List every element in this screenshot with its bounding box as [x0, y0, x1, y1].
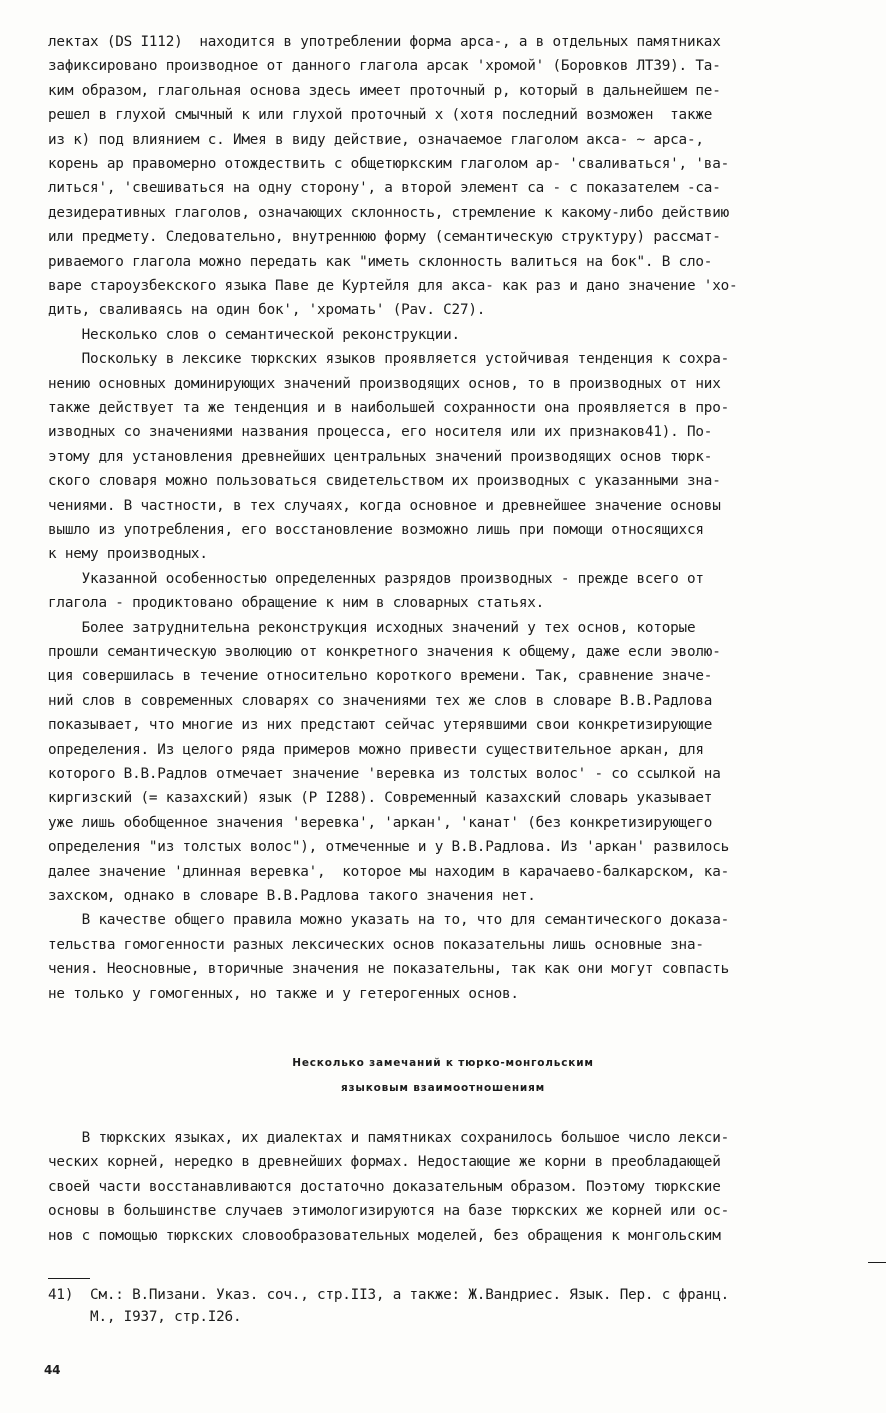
text-line: не только у гомогенных, но также и у гетерогенных основ.	[48, 985, 519, 1002]
text-line: определения. Из целого ряда примеров можно привести существительное аркан, для	[48, 741, 704, 758]
text-line: изводных со значениями названия процесса, его носителя или их признаков41). По-	[48, 424, 713, 441]
text-line: из к) под влиянием с. Имея в виду действие, означаемое глаголом акса- ~ арса-,	[48, 131, 704, 148]
text-line: или предмету. Следовательно, внутреннюю форму (семантическую структуру) рассмат-	[48, 229, 721, 246]
text-line: чения. Неосновные, вторичные значения не показательны, так как они могут совпасть	[48, 961, 730, 978]
footnote-line: 41) См.: В.Пизани. Указ. соч., стр.II3, а также: Ж.Вандриес. Язык. Пер. с франц.	[48, 1287, 730, 1303]
text-line: прошли семантическую эволюцию от конкретного значения к общему, даже если эволю-	[48, 644, 721, 660]
text-line: этому для установления древнейших центральных значений производящих основ тюрк-	[48, 448, 713, 465]
text-line: корень ар правомерно отождествить с общетюркским глаголом ар- 'сваливаться', 'ва-	[48, 156, 730, 172]
text-line: ческих корней, нередко в древнейших формах. Недостающие же корни в преобладающей	[48, 1154, 721, 1171]
text-line: своей части восстанавливаются достаточно доказательным образом. Поэтому тюркские	[48, 1178, 721, 1195]
text-line: захском, однако в словаре В.В.Радлова такого значения нет.	[48, 888, 536, 904]
text-line: лектах (DS I112) находится в употреблении форма арса-, а в отдельных памятниках	[48, 34, 721, 50]
text-line: Несколько слов о семантической реконструкции.	[48, 326, 460, 343]
text-line: к нему производных.	[48, 546, 208, 563]
heading-line: языковым взаимоотношениям	[340, 1082, 546, 1094]
text-line: варе староузбекского языка Паве де Куртейля для акса- как раз и дано значение 'хо-	[48, 278, 738, 294]
text-line: показывает, что многие из них предстают сейчас утерявшими свои конкретизирующие	[48, 717, 713, 734]
text-line: литься', 'свешиваться на одну сторону', а второй элемент са - с показателем -са-	[48, 180, 721, 197]
text-line: дезидеративных глаголов, означающих склонность, стремление к какому-либо действию	[48, 204, 730, 221]
text-line: зафиксировано производное от данного глагола арсак 'хромой' (Боровков ЛТ39). Та-	[48, 58, 721, 75]
text-line: риваемого глагола можно передать как "иметь склонность валиться на бок". В сло-	[48, 253, 713, 270]
text-line: В качестве общего правила можно указать на то, что для семантического доказа-	[48, 912, 730, 929]
text-line: киргизский (= казахский) язык (Р I288). Современный казахский словарь указывает	[48, 790, 713, 807]
text-line: тельства гомогенности разных лексических основ показательны лишь основные зна-	[48, 936, 704, 953]
text-line: решел в глухой смычный к или глухой проточный х (хотя последний возможен также	[48, 107, 713, 124]
text-line: далее значение 'длинная веревка', которое мы находим в карачаево-балкарском, ка-	[48, 863, 730, 880]
text-line: дить, сваливаясь на один бок', 'хромать' (Pav. C27).	[48, 302, 486, 319]
text-line: Поскольку в лексике тюркских языков проявляется устойчивая тенденция к сохра-	[48, 351, 730, 368]
text-line: вышло из употребления, его восстановление возможно лишь при помощи относящихся	[48, 522, 704, 538]
text-line: ким образом, глагольная основа здесь имеет проточный р, который в дальнейшем пе-	[48, 82, 721, 99]
text-line: также действует та же тенденция и в наибольшей сохранности она проявляется в про-	[48, 400, 730, 416]
text-line: чениями. В частности, в тех случаях, когда основное и древнейшее значение основы	[48, 497, 721, 514]
footnote-line: М., I937, стр.I26.	[48, 1309, 242, 1325]
text-line: ний слов в современных словарях со значениями тех же слов в словаре В.В.Радлова	[48, 692, 713, 709]
heading-line: Несколько замечаний к тюрко-монгольским	[292, 1057, 594, 1069]
text-line: ция совершилась в течение относительно короткого времени. Так, сравнение значе-	[48, 668, 713, 685]
text-line: нению основных доминирующих значений производящих основ, то в производных от них	[48, 375, 721, 392]
text-line: ского словаря можно пользоваться свидетельством их производных с указанными зна-	[48, 473, 721, 490]
text-line: основы в большинстве случаев этимологизируются на базе тюркских же корней или ос-	[48, 1203, 730, 1220]
text-line: В тюркских языках, их диалектах и памятниках сохранилось большое число лекси-	[48, 1130, 730, 1146]
text-line: нов с помощью тюркских словообразовательных моделей, без обращения к монгольским	[48, 1227, 721, 1244]
text-line: уже лишь обобщенное значения 'веревка', 'аркан', 'канат' (без конкретизирующего	[48, 814, 713, 831]
text-line: определения "из толстых волос"), отмеченные и у В.В.Радлова. Из 'аркан' развилось	[48, 839, 730, 856]
text-end-dash	[868, 1262, 886, 1263]
text-line: глагола - продиктовано обращение к ним в словарных статьях.	[48, 595, 545, 612]
text-line: Более затруднительна реконструкция исходных значений у тех основ, которые	[48, 619, 696, 636]
page-number: 44	[44, 1363, 61, 1377]
footnote-separator	[48, 1278, 90, 1279]
text-line: Указанной особенностью определенных разрядов производных - прежде всего от	[48, 570, 704, 587]
text-line: которого В.В.Радлов отмечает значение 'веревка из толстых волос' - со ссылкой на	[48, 766, 721, 782]
